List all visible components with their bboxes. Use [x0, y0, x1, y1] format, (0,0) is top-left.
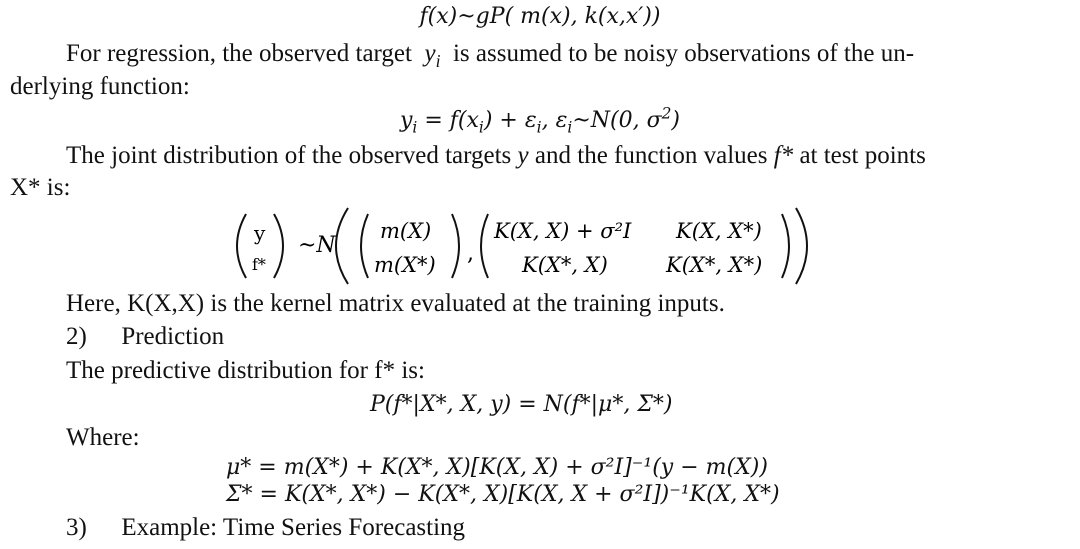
- mean-bot: m(X*): [374, 253, 436, 277]
- cov-paren-right: [782, 214, 789, 278]
- mean-top: m(X): [380, 219, 432, 243]
- vec-top: y: [254, 221, 266, 245]
- equation-posterior-covariance: Σ* = K(X*, X*) − K(X*, X)[K(X, X + σ²I])⁻¹K(X, X*): [226, 482, 780, 507]
- paragraph-regression-line-2: derlying function:: [10, 73, 190, 100]
- paragraph-predictive: The predictive distribution for f* is:: [66, 357, 425, 384]
- section-title: Prediction: [121, 323, 225, 350]
- mean-paren-right: [452, 214, 459, 278]
- paren-right: [274, 214, 283, 278]
- math-y: y: [517, 142, 529, 169]
- equation-joint-distribution: [220, 206, 820, 286]
- section-number: 2): [66, 323, 87, 350]
- equation-predictive-distribution: P(f*|X*, X, y) = N(f*|μ*, Σ*): [370, 392, 673, 417]
- paragraph-regression-line-1: [66, 39, 914, 69]
- equation-gp-prior: f(x)~gP( m(x), k(x,x′)): [419, 4, 661, 29]
- cov-21: K(X*, X): [522, 253, 608, 277]
- text-segment: For regression, the observed target: [66, 40, 412, 67]
- cov-paren-left: [481, 214, 488, 278]
- comma: ,: [467, 241, 474, 266]
- section-heading-example: [66, 513, 465, 543]
- tilde-n: ~N: [298, 233, 336, 258]
- outer-paren-right: [796, 208, 807, 284]
- section-heading-prediction: [66, 322, 224, 352]
- cov-22: K(X*, X*): [666, 253, 763, 277]
- math-f-star: f*: [773, 142, 794, 169]
- paragraph-where: Where:: [66, 424, 140, 451]
- cov-12: K(X, X*): [676, 219, 762, 243]
- cov-11: K(X, X) + σ²I: [494, 219, 632, 243]
- equation-noise-model: $y_i = f(x_i) + \varepsilon_i$, $\varepsilon_i\sim N(0$, $\sigma^2$): [399, 104, 681, 137]
- vec-bot: f*: [252, 255, 266, 274]
- equation-posterior-mean: μ* = m(X*) + K(X*, X)[K(X, X) + σ²I]⁻¹(y − m(X)): [226, 455, 768, 480]
- mean-paren-left: [361, 214, 368, 278]
- text-segment: is assumed to be noisy observations of the un-: [452, 40, 915, 67]
- paragraph-joint-line-2: X* is:: [10, 174, 71, 201]
- paren-left: [237, 214, 246, 278]
- outer-paren-left: [336, 208, 348, 284]
- paragraph-joint-line-1: The joint distribution of the observed targets y and the function values f* at test points: [66, 142, 926, 169]
- section-title: Example: Time Series Forecasting: [121, 514, 466, 541]
- paragraph-kernel-note: Here, K(X,X) is the kernel matrix evaluated at the training inputs.: [66, 290, 725, 317]
- math-y-i: $y_i$: [424, 40, 441, 71]
- section-number: 3): [66, 514, 87, 541]
